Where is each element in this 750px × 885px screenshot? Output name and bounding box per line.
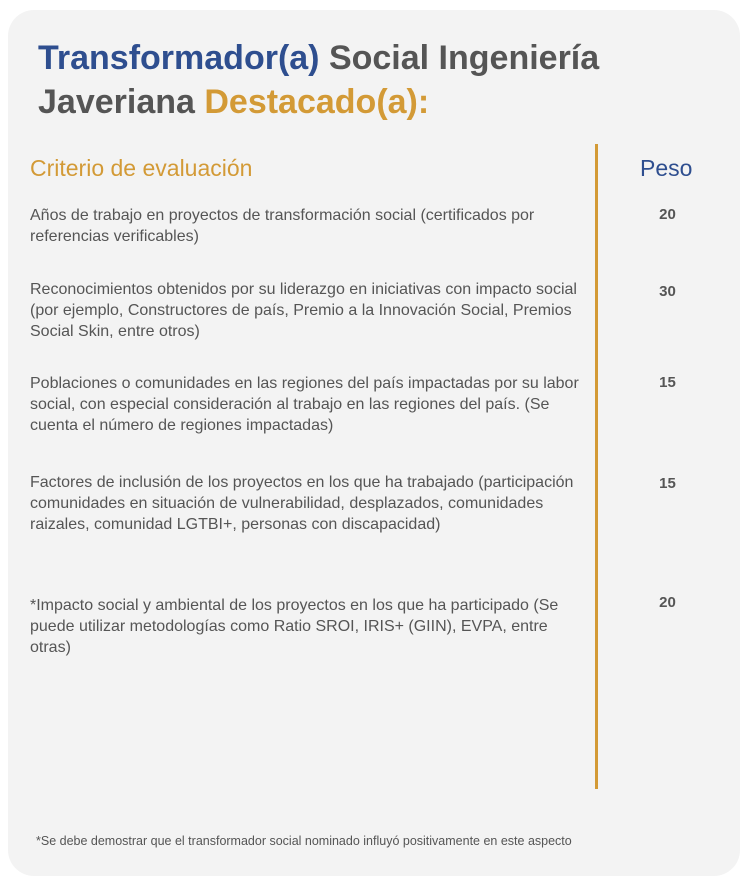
weight-row-2: 30 (659, 283, 676, 300)
evaluation-card (8, 10, 740, 876)
criterion-row-5: *Impacto social y ambiental de los proyectos en los que ha participado (Se puede utilizar metodologías como Ratio SROI, IRIS+ (GIIN), EVPA, entre otras) (30, 597, 559, 656)
criterion-row-1: Años de trabajo en proyectos de transformación social (certificados por referencias verificables) (30, 207, 535, 245)
column-divider (595, 144, 598, 789)
title-highlight-gold: Destacado(a): (204, 83, 430, 121)
weight-column-header: Peso (640, 155, 693, 181)
weight-row-3: 15 (659, 374, 676, 391)
weight-row-4: 15 (659, 475, 676, 492)
weight-row-5: 20 (659, 594, 676, 611)
page-title (38, 36, 718, 124)
criteria-column-header: Criterio de evaluación (30, 155, 253, 181)
footnote: *Se debe demostrar que el transformador social nominado influyó positivamente en este aspecto (36, 834, 572, 848)
criterion-row-4: Factores de inclusión de los proyectos en los que ha trabajado (participación comunidades en situación de vulnerabilidad, desplazados, comunidades raizales, comunidad LGTBI+, personas con discapacidad) (30, 474, 574, 533)
weight-row-1: 20 (659, 206, 676, 223)
criterion-row-3: Poblaciones o comunidades en las regiones del país impactadas por su labor social, con especial consideración al trabajo en las regiones del país. (Se cuenta el número de regiones impactadas) (30, 375, 579, 434)
criterion-row-2: Reconocimientos obtenidos por su liderazgo en iniciativas con impacto social (por ejemplo, Constructores de país, Premio a la Innovación Social, Premios Social Skin, entre otros) (30, 281, 577, 340)
title-highlight-blue: Transformador(a) (38, 39, 320, 77)
title-middle: Social Ingeniería Javeriana (38, 39, 600, 121)
